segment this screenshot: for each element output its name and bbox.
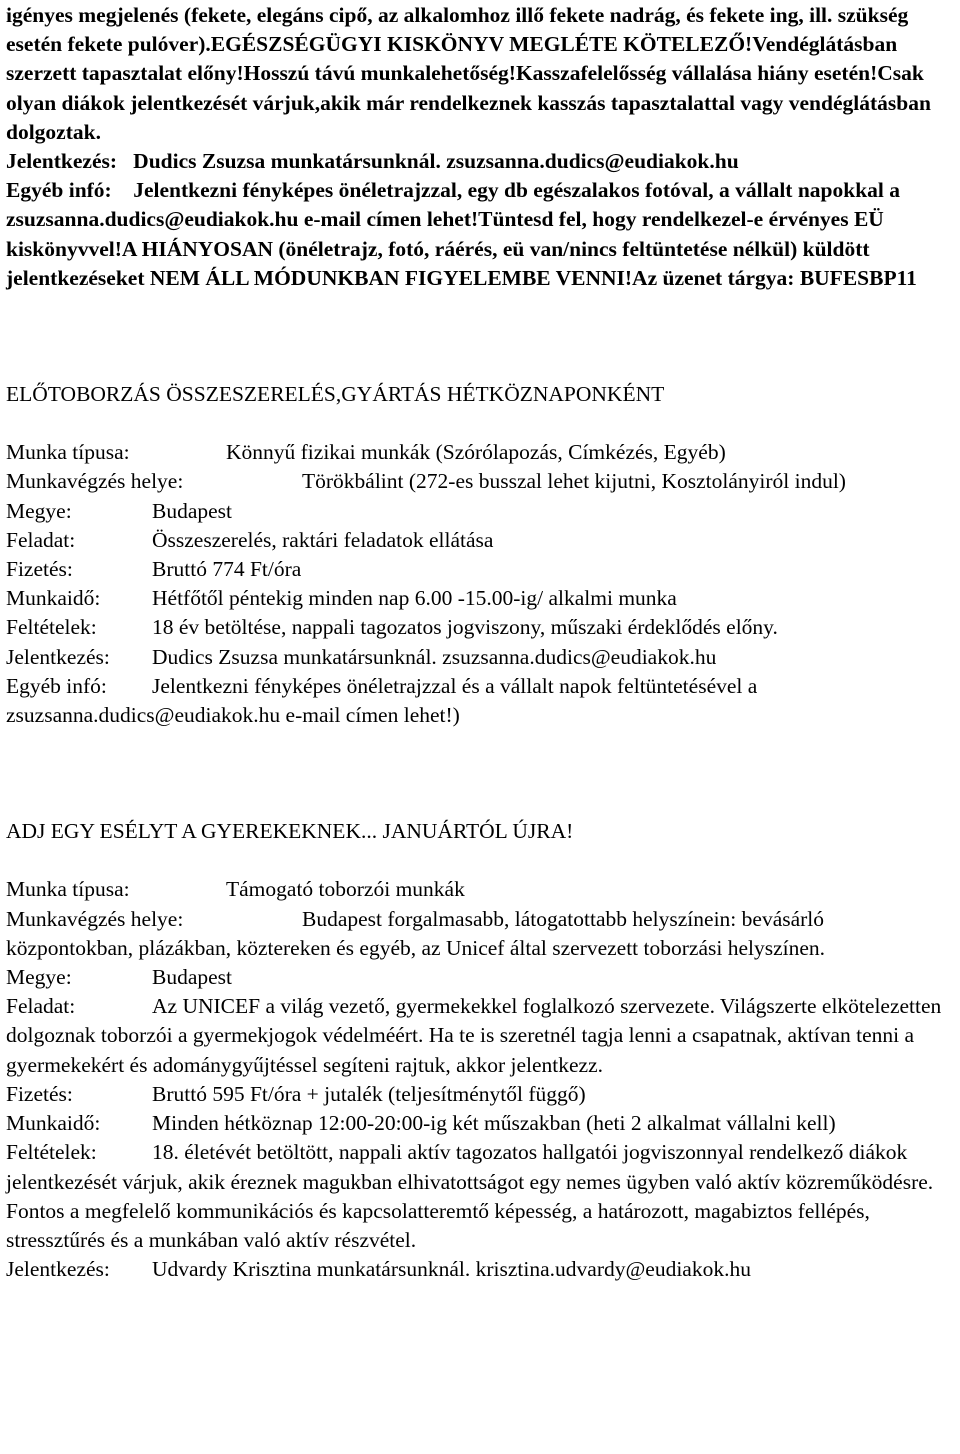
job1-hely-row [6, 467, 954, 496]
job1-megye-label: Megye: [6, 498, 72, 523]
job1-feltetelek-value: 18 év betöltése, nappali tagozatos jogviszony, műszaki érdeklődés előny. [152, 615, 778, 640]
job1-tipus-label: Munka típusa: [6, 440, 130, 465]
job1-jelentkezes-row [6, 643, 954, 672]
job2-feladat-value: Az UNICEF a világ vezető, gyermekekkel foglalkozó szervezete. Világszerte elkötelezetten dolgoznak toborzói a gyermekjogok védelméért. Ha te is szeretnél tagja lenni a csapatnak, aktívan tenni a gyermekekért és adománygyűjtéssel segíteni rajtuk, akkor jelentkezz. [6, 994, 942, 1077]
job2-jelentkezes-value: Udvardy Krisztina munkatársunknál. krisztina.udvardy@eudiakok.hu [152, 1257, 751, 1282]
job2-feltetelek-label: Feltételek: [6, 1140, 97, 1165]
job1-egyeb-row [6, 672, 954, 730]
job1-munkaido-label: Munkaidő: [6, 586, 101, 611]
job1-megye-row [6, 497, 954, 526]
job2-tipus-label: Munka típusa: [6, 877, 130, 902]
job1-tipus-row [6, 438, 954, 467]
job1-fizetes-value: Bruttó 774 Ft/óra [152, 557, 302, 582]
job1-jelentkezes-label: Jelentkezés: [6, 644, 110, 669]
intro-jelentkezes-row [6, 147, 954, 176]
job2-tipus-row [6, 875, 954, 904]
job2-jelentkezes-label: Jelentkezés: [6, 1257, 110, 1282]
job2-feltetelek-row [6, 1138, 954, 1255]
job1-egyeb-label: Egyéb infó: [6, 673, 107, 698]
job2-jelentkezes-row [6, 1255, 954, 1284]
job1-hely-value: Törökbálint (272-es busszal lehet kijutni, Kosztolányiról indul) [302, 469, 846, 494]
job2-feladat-row [6, 992, 954, 1080]
intro-egyeb-row [6, 176, 954, 293]
job1-jelentkezes-value: Dudics Zsuzsa munkatársunknál. zsuzsanna.dudics@eudiakok.hu [152, 644, 717, 669]
intro-egyeb-value: Jelentkezni fényképes önéletrajzzal, egy db egészalakos fotóval, a vállalt napokkal a zsuzsanna.dudics@eudiakok.hu e-mail címen lehet!Tüntesd fel, hogy rendelkezel-e érvényes EÜ kiskönyvvel!A HIÁNYOSAN (önéletrajz, fotó, ráérés, eü van/nincs feltüntetése nélkül) küldött jelentkezéseket NEM ÁLL MÓDUNKBAN FIGYELEMBE VENNI!Az üzenet tárgya: BUFESBP11 [6, 178, 917, 290]
intro-section [6, 0, 954, 293]
job1-feltetelek-row [6, 613, 954, 642]
job1-feltetelek-label: Feltételek: [6, 615, 97, 640]
job2-feltetelek-value: 18. életévét betöltött, nappali aktív tagozatos hallgatói jogviszonnyal rendelkező diákok jelentkezését várjuk, akik éreznek magukban elhivatottságot egy nemes ügyben való aktív közreműködésre. Fontos a megfelelő kommunikációs és kapcsolatteremtő képesség, a határozott, magabiztos fellépés, stressztűrés és a munkában való aktív részvétel. [6, 1140, 934, 1252]
job1-munkaido-row [6, 584, 954, 613]
job2-megye-label: Megye: [6, 965, 72, 990]
job2-megye-value: Budapest [152, 965, 233, 990]
intro-jelentkezes-label: Jelentkezés: [6, 149, 118, 174]
job2-hely-row [6, 905, 954, 963]
job-section-1 [6, 380, 954, 730]
intro-egyeb-label: Egyéb infó: [6, 178, 112, 203]
job1-egyeb-value: Jelentkezni fényképes önéletrajzzal és a vállalt napok feltüntetésével a zsuzsanna.dudics@eudiakok.hu e-mail címen lehet!) [6, 673, 758, 728]
job2-fizetes-value: Bruttó 595 Ft/óra + jutalék (teljesítménytől függő) [152, 1081, 586, 1106]
job2-feladat-label: Feladat: [6, 994, 76, 1019]
job1-feladat-value: Összeszerelés, raktári feladatok ellátása [152, 527, 494, 552]
job1-fizetes-row [6, 555, 954, 584]
job2-munkaido-value: Minden hétköznap 12:00-20:00-ig két műszakban (heti 2 alkalmat vállalni kell) [152, 1111, 836, 1136]
job2-fizetes-label: Fizetés: [6, 1081, 73, 1106]
intro-paragraph: igényes megjelenés (fekete, elegáns cipő, az alkalomhoz illő fekete nadrág, és fekete ing, ill. szükség esetén fekete pulóver).EGÉSZSÉGÜGYI KISKÖNYV MEGLÉTE KÖTELEZŐ!Vendéglátásban szerzett tapasztalat előny!Hosszú távú munkalehetőség!Kasszafelelősség vállalása hiány esetén!Csak olyan diákok jelentkezését várjuk,akik már rendelkeznek kasszás tapasztalattal vagy vendéglátásban dolgoztak. [6, 3, 931, 144]
job2-munkaido-label: Munkaidő: [6, 1111, 101, 1136]
job1-hely-label: Munkavégzés helye: [6, 469, 184, 494]
job2-hely-label: Munkavégzés helye: [6, 906, 184, 931]
job1-feladat-label: Feladat: [6, 527, 76, 552]
job2-megye-row [6, 963, 954, 992]
job1-fizetes-label: Fizetés: [6, 557, 73, 582]
job-section-2 [6, 817, 954, 1284]
job1-feladat-row [6, 526, 954, 555]
job2-fizetes-row [6, 1080, 954, 1109]
job1-munkaido-value: Hétfőtől péntekig minden nap 6.00 -15.00-ig/ alkalmi munka [152, 586, 677, 611]
job2-hely-value: Budapest forgalmasabb, látogatottabb helyszínein: bevásárló központokban, plázákban, köztereken és egyéb, az Unicef által szervezett toborzási helyszínen. [6, 906, 826, 960]
job1-tipus-value: Könnyű fizikai munkák (Szórólapozás, Címkézés, Egyéb) [226, 440, 726, 465]
job2-title: ADJ EGY ESÉLYT A GYEREKEKNEK... JANUÁRTÓL ÚJRA! [6, 819, 574, 844]
job2-munkaido-row [6, 1109, 954, 1138]
job1-title: ELŐTOBORZÁS ÖSSZESZERELÉS,GYÁRTÁS HÉTKÖZNAPONKÉNT [6, 382, 665, 407]
intro-jelentkezes-value: Dudics Zsuzsa munkatársunknál. zsuzsanna.dudics@eudiakok.hu [133, 149, 739, 174]
job1-megye-value: Budapest [152, 498, 233, 523]
job2-tipus-value: Támogató toborzói munkák [226, 877, 465, 902]
